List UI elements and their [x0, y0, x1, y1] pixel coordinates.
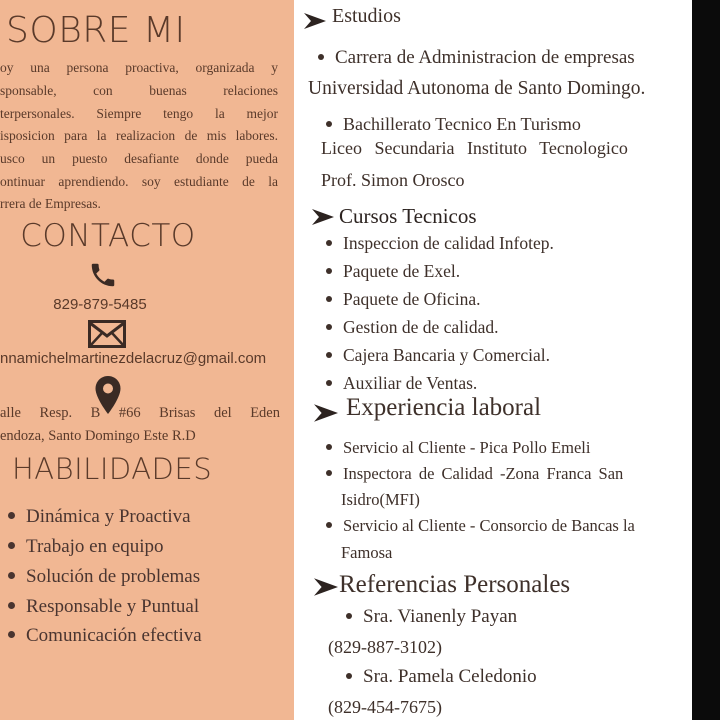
bullet-icon — [326, 240, 332, 246]
referencias-title: Referencias Personales — [339, 571, 571, 598]
bullet-icon — [326, 380, 332, 386]
sobre-mi-line-4: isposicion para la realizacion de mis labores. — [0, 128, 278, 143]
curso-item — [326, 373, 477, 394]
referencia-item — [346, 606, 517, 628]
bullet-icon — [8, 602, 15, 609]
referencia-item — [346, 666, 537, 688]
curso-item — [326, 233, 554, 254]
skill-label: Solución de problemas — [26, 566, 201, 587]
bullet-icon — [8, 631, 15, 638]
contact-address-2: endoza, Santo Domingo Este R.D — [0, 428, 196, 444]
skill-item — [8, 596, 199, 618]
experiencia-continuation: Isidro(MFI) — [341, 490, 420, 509]
habilidades-title: HABILIDADES — [12, 452, 213, 486]
curso-label: Auxiliar de Ventas. — [343, 373, 478, 393]
mail-icon — [88, 320, 126, 348]
estudio-item — [318, 47, 635, 69]
bullet-icon — [346, 673, 352, 679]
bullet-icon — [326, 296, 332, 302]
estudio-item — [326, 114, 581, 135]
estudio-institution: Prof. Simon Orosco — [321, 170, 465, 190]
contact-phone: 829-879-5485 — [53, 296, 147, 313]
chevron-right-icon — [314, 578, 338, 600]
bullet-icon — [8, 542, 15, 549]
skill-item — [8, 625, 202, 647]
chevron-right-icon — [304, 13, 326, 33]
phone-icon — [88, 260, 118, 290]
experiencia-continuation: Famosa — [341, 543, 393, 562]
curso-item — [326, 261, 460, 282]
contact-email: nnamichelmartinezdelacruz@gmail.com — [0, 350, 267, 367]
referencia-phone: (829-454-7675) — [328, 697, 442, 717]
sobre-mi-line-3: terpersonales. Siempre tengo la mejor — [0, 106, 278, 121]
estudio-label: Carrera de Administracion de empresas — [335, 47, 635, 68]
curso-item — [326, 317, 499, 338]
skill-label: Comunicación efectiva — [26, 625, 202, 646]
chevron-right-icon — [314, 404, 338, 426]
estudio-institution: Liceo Secundaria Instituto Tecnologico — [321, 138, 628, 158]
curso-label: Paquete de Oficina. — [343, 289, 481, 309]
skill-label: Responsable y Puntual — [26, 596, 200, 617]
bullet-icon — [326, 522, 332, 528]
experiencia-title: Experiencia laboral — [346, 394, 542, 421]
curso-label: Paquete de Exel. — [343, 261, 461, 281]
left-column — [0, 0, 294, 720]
bullet-icon — [326, 324, 332, 330]
bullet-icon — [8, 512, 15, 519]
right-edge — [692, 0, 720, 720]
estudio-institution: Universidad Autonoma de Santo Domingo. — [308, 78, 646, 99]
curso-item — [326, 345, 550, 366]
skill-item — [8, 506, 191, 528]
bullet-icon — [8, 572, 15, 579]
chevron-right-icon — [312, 209, 334, 229]
sobre-mi-title: SOBRE MI — [6, 10, 186, 51]
cursos-title: Cursos Tecnicos — [339, 204, 477, 228]
curso-item — [326, 289, 481, 310]
experiencia-item — [326, 438, 590, 458]
right-column — [294, 0, 692, 720]
sobre-mi-line-5: usco un puesto desafiante donde pueda — [0, 151, 278, 166]
curso-label: Gestion de de calidad. — [343, 317, 499, 337]
referencia-name: Sra. Vianenly Payan — [363, 606, 518, 627]
bullet-icon — [326, 470, 332, 476]
experiencia-label: Servicio al Cliente - Consorcio de Bancas la — [343, 516, 635, 535]
skill-item — [8, 566, 200, 588]
contact-address-1: alle Resp. B #66 Brisas del Eden — [0, 405, 280, 421]
sobre-mi-line-7: rrera de Empresas. — [0, 196, 101, 211]
estudios-title: Estudios — [332, 5, 401, 27]
sobre-mi-line-1: oy una persona proactiva, organizada y — [0, 60, 278, 75]
bullet-icon — [326, 352, 332, 358]
bullet-icon — [346, 613, 352, 619]
curso-label: Inspeccion de calidad Infotep. — [343, 233, 554, 253]
skill-item — [8, 536, 164, 558]
contacto-title: CONTACTO — [20, 218, 196, 254]
bullet-icon — [326, 444, 332, 450]
curso-label: Cajera Bancaria y Comercial. — [343, 345, 550, 365]
sobre-mi-line-2: sponsable, con buenas relaciones — [0, 83, 278, 98]
bullet-icon — [326, 121, 332, 127]
sobre-mi-line-6: ontinuar aprendiendo. soy estudiante de la — [0, 174, 278, 189]
experiencia-label: Inspectora de Calidad -Zona Franca San — [343, 464, 624, 483]
experiencia-item — [326, 516, 635, 536]
bullet-icon — [326, 268, 332, 274]
referencia-phone: (829-887-3102) — [328, 637, 442, 657]
experiencia-item — [326, 464, 623, 484]
skill-label: Trabajo en equipo — [26, 536, 164, 557]
estudio-label: Bachillerato Tecnico En Turismo — [343, 114, 581, 134]
experiencia-label: Servicio al Cliente - Pica Pollo Emeli — [343, 438, 591, 457]
bullet-icon — [318, 54, 324, 60]
skill-label: Dinámica y Proactiva — [26, 506, 191, 527]
referencia-name: Sra. Pamela Celedonio — [363, 666, 537, 687]
